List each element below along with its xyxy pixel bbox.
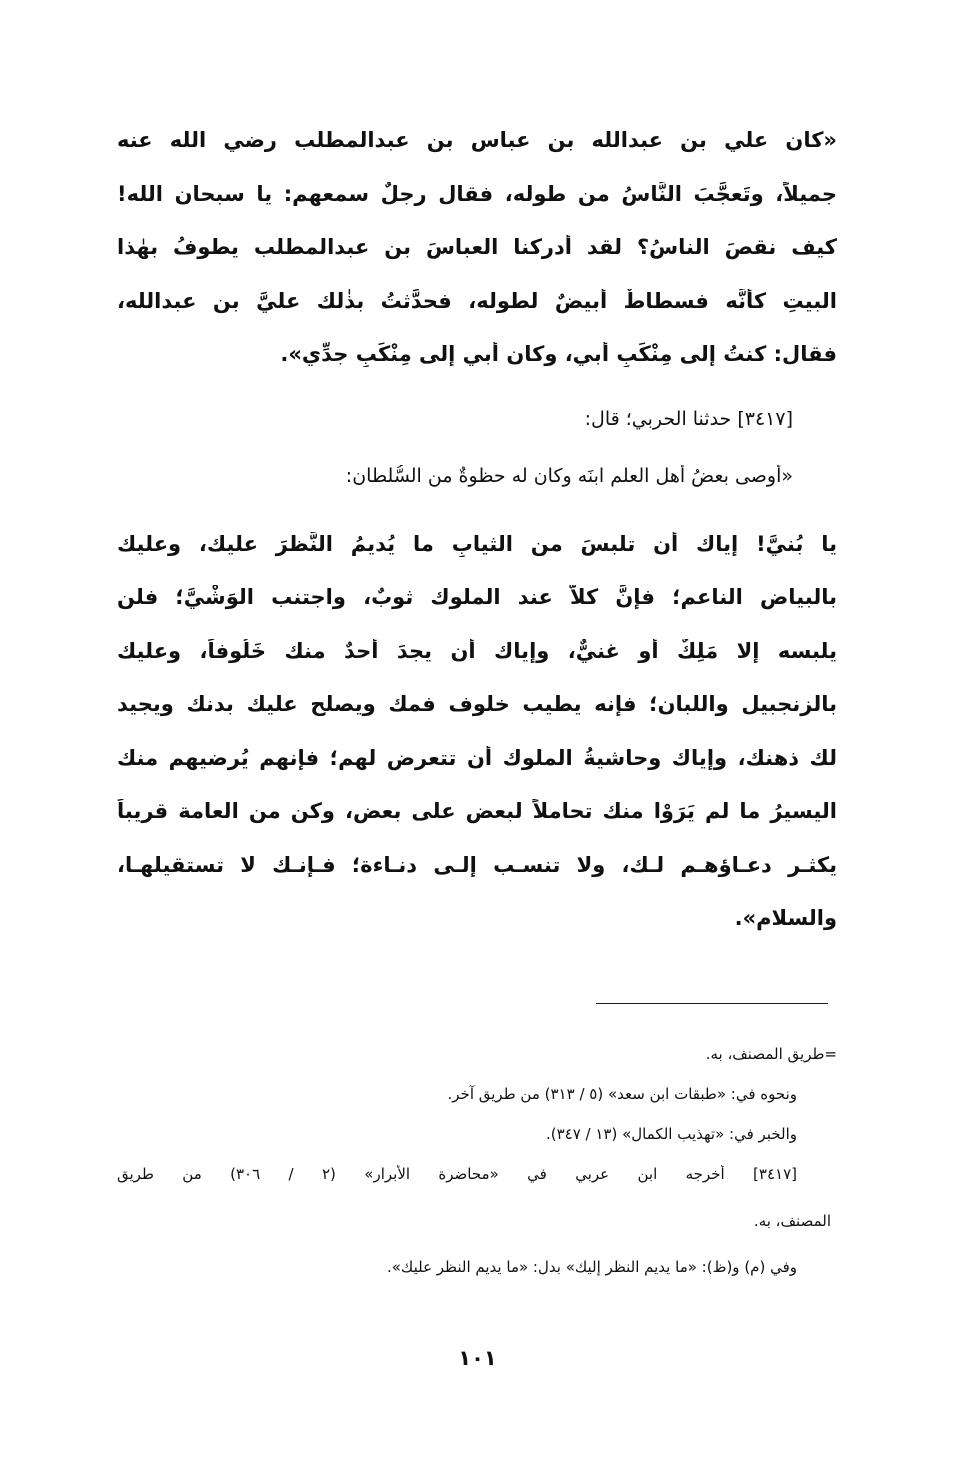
- narration-line: «أوصى بعضُ أهل العلم ابنَه وكان له حظوةٌ من السُّلطان:: [345, 465, 793, 487]
- footnote-line: وفي (م) و(ظ): «ما يديم النظر إليك» بدل: «ما يديم النظر عليك».: [386, 1258, 797, 1276]
- text-line: بالزنجبيل واللبان؛ فإنه يطيب خلوف فمك ويصلح عليك بدنك ويجيد: [117, 692, 837, 716]
- text-line: كيف نقصَ الناسُ؟ لقد أدركنا العباسَ بن عبدالمطلب يطوفُ بهٰذا: [117, 235, 837, 259]
- narration-line: [٣٤١٧] حدثنا الحربي؛ قال:: [584, 408, 793, 430]
- text-line: فقال: كنتُ إلى مِنْكَبِ أبي، وكان أبي إلى مِنْكَبِ جدِّي».: [280, 342, 837, 366]
- text-line: يا بُنيَّ! إياك أن تلبسَ من الثيابِ ما يُديمُ النَّظرَ عليك، وعليك: [117, 532, 837, 556]
- text-line: البيتِ كأنَّه فسطاطٌ أبيضٌ لطوله، فحدَّثتُ بذٰلك عليَّ بن عبدالله،: [117, 289, 837, 313]
- text-line: يكثـر دعـاؤهـم لـك، ولا تنسـب إلـى دنـاءة؛ فـإنـك لا تستقيلهـا،: [117, 853, 837, 877]
- text-line: بالبياض الناعم؛ فإنَّ كلاًّ عند الملوك ثوبٌ، واجتنب الوَشْيَّ؛ فلن: [117, 585, 837, 609]
- text-line: «كان علي بن عبدالله بن عباس بن عبدالمطلب رضي الله عنه: [117, 128, 837, 152]
- footnote-line: ونحوه في: «طبقات ابن سعد» (٥ / ٣١٣) من طريق آخر.: [447, 1085, 797, 1103]
- page-number: ١٠١: [458, 1346, 497, 1370]
- footnote-line: والخبر في: «تهذيب الكمال» (١٣ / ٣٤٧).: [545, 1125, 797, 1143]
- text-line: لك ذهنك، وإياك وحاشيةُ الملوك أن تتعرض لهم؛ فإنهم يُرضيهم منك: [117, 746, 837, 770]
- footnote-line: [٣٤١٧] أخرجه ابن عربي في «محاضرة الأبرار» (٢ / ٣٠٦) من طريق: [117, 1165, 797, 1183]
- footnote-separator: [596, 1003, 828, 1004]
- text-line: والسلام».: [734, 906, 837, 930]
- text-line: يلبسه إلا مَلِكٌ أو غنيٌّ، وإياك أن يجدَ أحدٌ منك خَلُوفاً، وعليك: [117, 639, 837, 663]
- footnote-line: =طريق المصنف، به.: [705, 1045, 837, 1063]
- text-line: جميلاً، وتَعجَّبَ النَّاسُ من طوله، فقال رجلٌ سمعهم: يا سبحان الله!: [117, 182, 837, 206]
- footnote-line: المصنف، به.: [753, 1212, 831, 1230]
- text-line: اليسيرُ ما لم يَرَوْا منك تحاملاً لبعض على بعض، وكن من العامة قريباً: [117, 799, 837, 823]
